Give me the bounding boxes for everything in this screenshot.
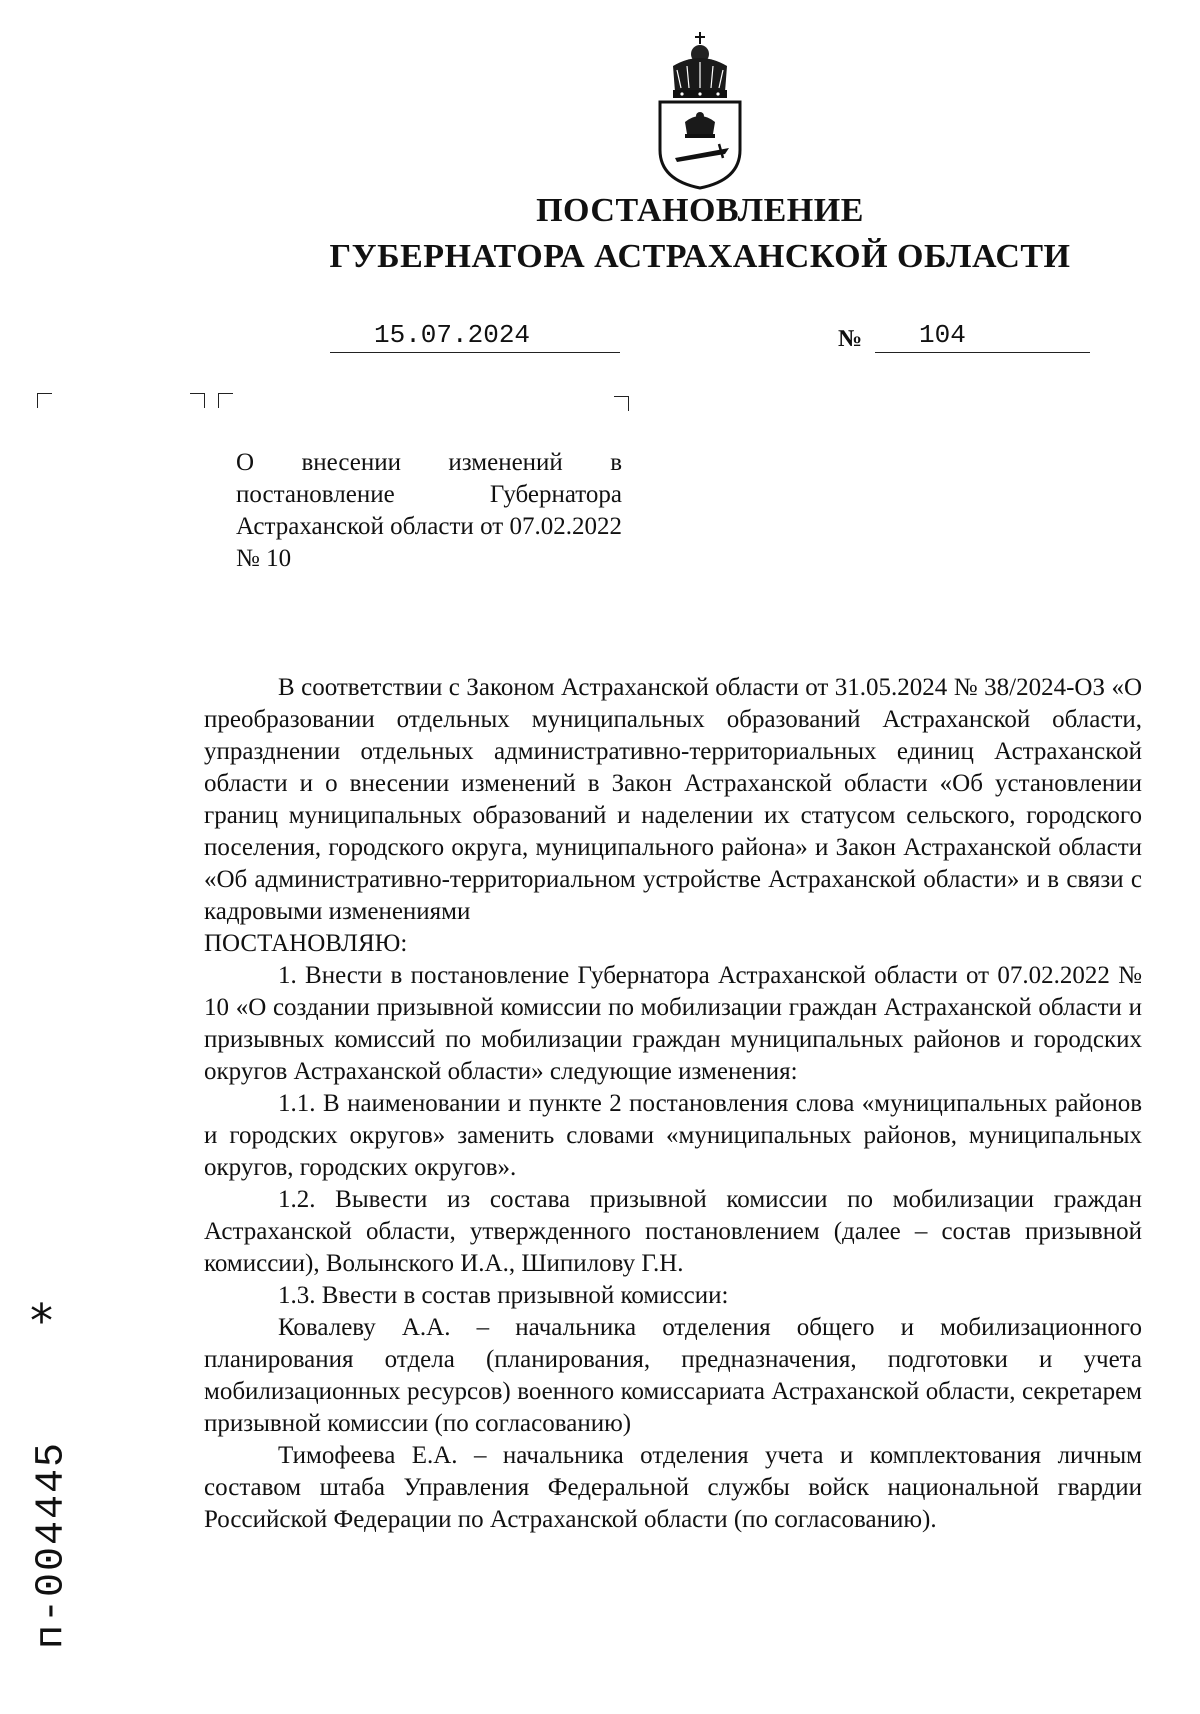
number-label: № bbox=[838, 326, 863, 352]
decree-word: ПОСТАНОВЛЯЮ: bbox=[204, 930, 408, 957]
preamble-paragraph: В соответствии с Законом Астраханской области от 31.05.2024 № 38/2024-ОЗ «О преобразовании отдельных муниципальных образований Астраханской области, упразднении отдельных административно-территориальных единиц Астраханской области и о внесении изменений в Закон Астраханской области «Об установлении границ муниципальных образований и наделении их статусом сельского, городского поселения, городского округа, муниципального района» и Закон Астраханской области «Об административно-территориальном устройстве Астраханской области» и в связи с кадровыми изменениями bbox=[204, 674, 1142, 925]
paragraph-1-1: 1.1. В наименовании и пункте 2 постановления слова «муниципальных районов и городских округов» заменить словами «муниципальных районов, муниципальных округов, городских округов». bbox=[204, 1090, 1142, 1181]
paragraph-timofeev: Тимофеева Е.А. – начальника отделения учета и комплектования личным составом штаба Управления Федеральной службы войск национальной гвардии Российской Федерации по Астраханской области (по согласованию). bbox=[204, 1442, 1142, 1533]
document-title bbox=[0, 188, 1200, 280]
number-field bbox=[875, 318, 1090, 353]
title-line-1: ПОСТАНОВЛЕНИЕ bbox=[536, 192, 864, 229]
document-body bbox=[204, 672, 1142, 1536]
paragraph-kovaleva: Ковалеву А.А. – начальника отделения общего и мобилизационного планирования отдела (планирования, предназначения, подготовки и учета мобилизационных ресурсов) военного комиссариата Астраханской области, секретарем призывной комиссии (по согласованию) bbox=[204, 1314, 1142, 1437]
paragraph-1: 1. Внести в постановление Губернатора Астраханской области от 07.02.2022 № 10 «О создании призывной комиссии по мобилизации граждан Астраханской области и призывных комиссий по мобилизации граждан муниципальных районов и городских округов Астраханской области» следующие изменения: bbox=[204, 962, 1142, 1085]
serial-text: п-004445 bbox=[29, 1440, 75, 1650]
asterisk-mark: * bbox=[30, 1294, 53, 1348]
date-field bbox=[330, 318, 620, 353]
corner-mark-center-right bbox=[218, 393, 233, 408]
paragraph-1-2: 1.2. Вывести из состава призывной комиссии по мобилизации граждан Астраханской области, утвержденного постановлением (далее – состав призывной комиссии), Волынского И.А., Шипилову Г.Н. bbox=[204, 1186, 1142, 1277]
side-serial-number bbox=[22, 1395, 82, 1695]
number-value: 104 bbox=[919, 320, 966, 350]
corner-mark-left bbox=[37, 393, 52, 408]
coat-of-arms-emblem bbox=[655, 30, 745, 190]
title-line-2: ГУБЕРНАТОРА АСТРАХАНСКОЙ ОБЛАСТИ bbox=[329, 238, 1071, 275]
corner-mark-center-left bbox=[190, 393, 205, 408]
document-subject: О внесении изменений в постановление Губернатора Астраханской области от 07.02.2022 № 10 bbox=[236, 449, 622, 572]
corner-mark-right bbox=[614, 396, 629, 411]
date-value: 15.07.2024 bbox=[374, 320, 531, 350]
paragraph-1-3: 1.3. Ввести в состав призывной комиссии: bbox=[278, 1282, 729, 1309]
